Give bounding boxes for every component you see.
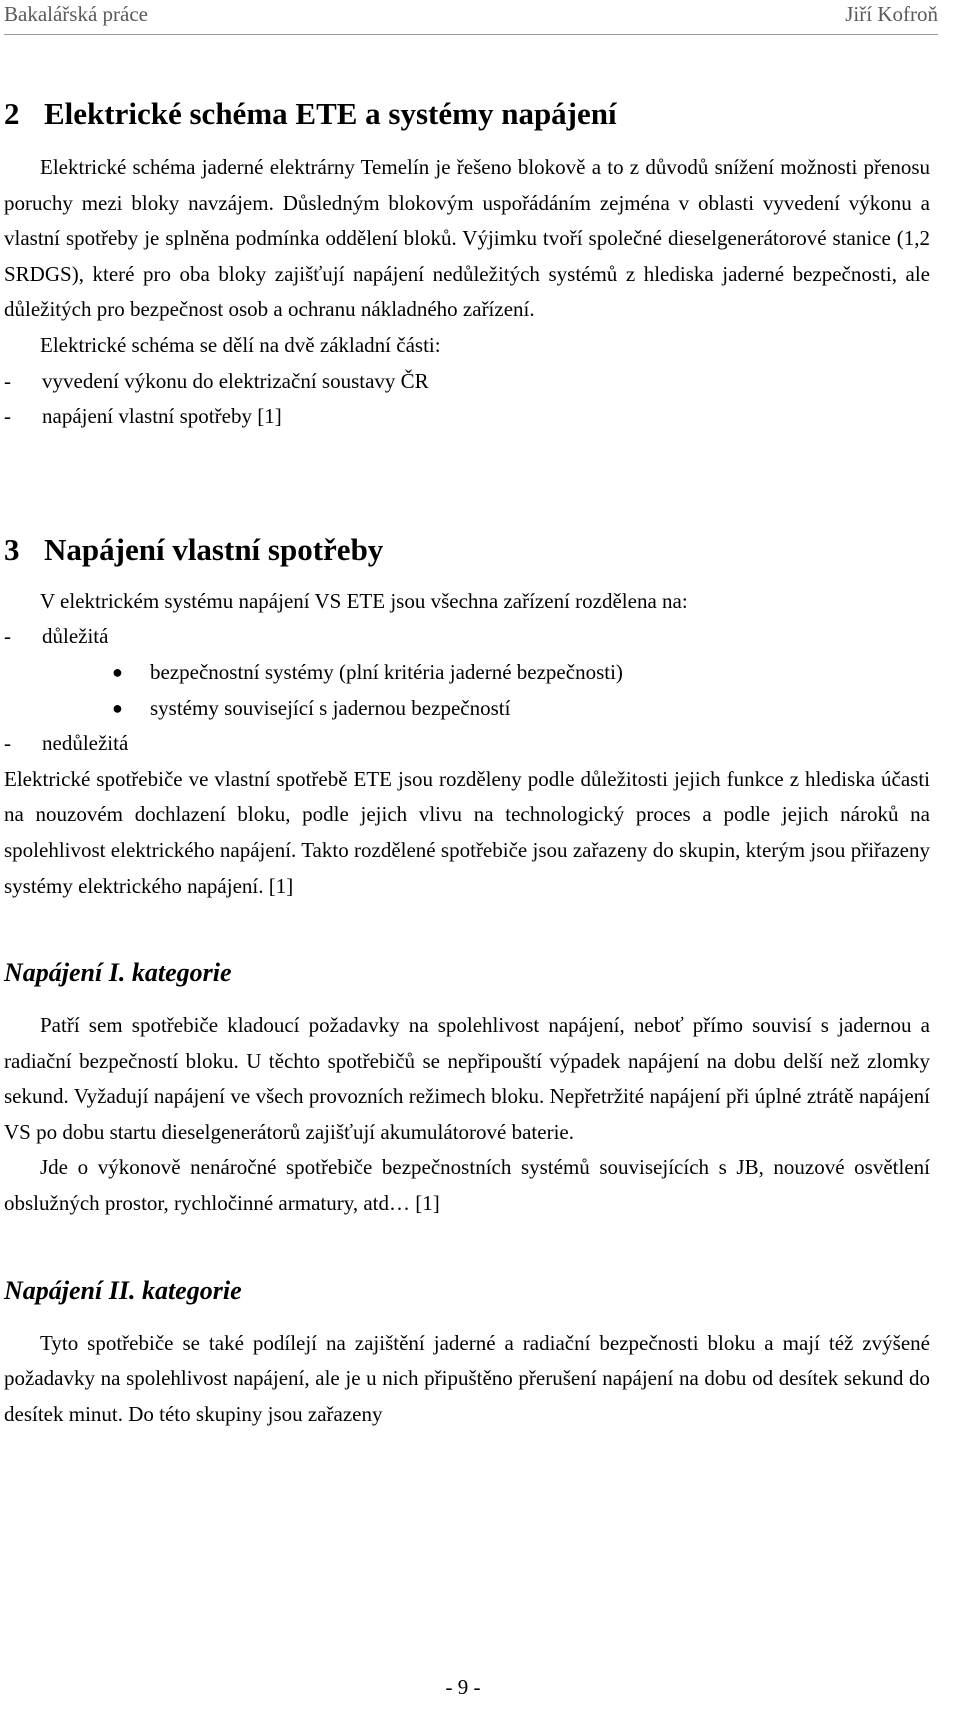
section-2-title: Elektrické schéma ETE a systémy napájení xyxy=(44,96,617,131)
section-2-number: 2 xyxy=(4,96,20,131)
category-2-paragraph-1: Tyto spotřebiče se také podílejí na zajištění jaderné a radiační bezpečnosti bloku a mají též zvýšené požadavky na spolehlivost napájení, ale je u nich připuštěno přerušení napájení na dobu od desítek sekund do desítek minut. Do této skupiny jsou zařazeny xyxy=(4,1330,930,1426)
header-right: Jiří Kofroň xyxy=(845,2,938,26)
section-3-title: Napájení vlastní spotřeby xyxy=(44,531,384,567)
category-1-paragraph-1: Patří sem spotřebiče kladoucí požadavky na spolehlivost napájení, neboť přímo souvisí s jadernou a radiační bezpečností bloku. U těchto spotřebičů se nepřipouští výpadek napájení na dobu delší než zlomky sekund. Vyžadují napájení ve všech provozních režimech bloku. Nepřetržité napájení při úplné ztrátě napájení VS po dobu startu dieselgenerátorů zajišťují akumulátorové baterie. xyxy=(4,1013,930,1144)
bullet-item-text: systémy související s jadernou bezpečností xyxy=(150,695,511,720)
bullet-item-text: bezpečnostní systémy (plní kritéria jaderné bezpečnosti) xyxy=(150,659,623,684)
section-3-heading xyxy=(4,532,930,568)
list-item-text: vyvedení výkonu do elektrizační soustavy ČR xyxy=(42,368,429,393)
section-3-intro: V elektrickém systému napájení VS ETE jsou všechna zařízení rozdělena na: xyxy=(40,588,688,613)
section-2-paragraph: Elektrické schéma jaderné elektrárny Temelín je řešeno blokově a to z důvodů snížení možnosti přenosu poruchy mezi bloky navzájem. Důsledným blokovým uspořádáním zejména v oblasti vyvedení výkonu a vlastní spotřeby je splněna podmínka oddělení bloků. Výjimku tvoří společné dieselgenerátorové stanice (1,2 SRDGS), které pro oba bloky zajišťují napájení nedůležitých systémů z hlediska jaderné bezpečnosti, ale důležitých pro bezpečnost osob a ochranu nákladného zařízení. xyxy=(4,155,930,322)
list-item-text: nedůležitá xyxy=(42,731,129,756)
category-1-heading: Napájení I. kategorie xyxy=(4,958,232,988)
dash-marker: - xyxy=(4,624,11,649)
header-rule xyxy=(4,34,938,35)
section-3-number: 3 xyxy=(4,531,20,567)
bullet-icon: ● xyxy=(112,661,123,682)
page-number: - 9 - xyxy=(445,1675,481,1699)
section-2-intro: Elektrické schéma se dělí na dvě základní části: xyxy=(40,332,441,357)
bullet-item xyxy=(4,655,930,691)
bullet-item xyxy=(4,691,930,727)
dash-marker: - xyxy=(4,404,11,429)
list-item xyxy=(4,726,930,762)
dash-marker: - xyxy=(4,731,11,756)
list-item-text: důležitá xyxy=(42,624,109,649)
page-content xyxy=(4,96,930,1432)
category-1-paragraph-2: Jde o výkonově nenáročné spotřebiče bezpečnostních systémů souvisejících s JB, nouzové osvětlení obslužných prostor, rychločinné armatury, atd… [1] xyxy=(4,1155,930,1216)
list-item-text: napájení vlastní spotřeby [1] xyxy=(42,404,282,429)
dash-marker: - xyxy=(4,368,11,393)
bullet-icon: ● xyxy=(112,697,123,718)
list-item xyxy=(4,399,930,435)
category-2-heading: Napájení II. kategorie xyxy=(4,1275,242,1305)
section-3-paragraph: Elektrické spotřebiče ve vlastní spotřebě ETE jsou rozděleny podle důležitosti jejich funkce z hlediska účasti na nouzovém dochlazení bloku, podle jejich vlivu na technologický proces a podle jejich nároků na spolehlivost elektrického napájení. Takto rozdělené spotřebiče jsou zařazeny do skupin, kterým jsou přiřazeny systémy elektrického napájení. [1] xyxy=(4,766,930,898)
list-item xyxy=(4,619,930,655)
section-2-heading xyxy=(4,96,930,132)
list-item xyxy=(4,364,930,400)
header-left: Bakalářská práce xyxy=(4,2,148,26)
